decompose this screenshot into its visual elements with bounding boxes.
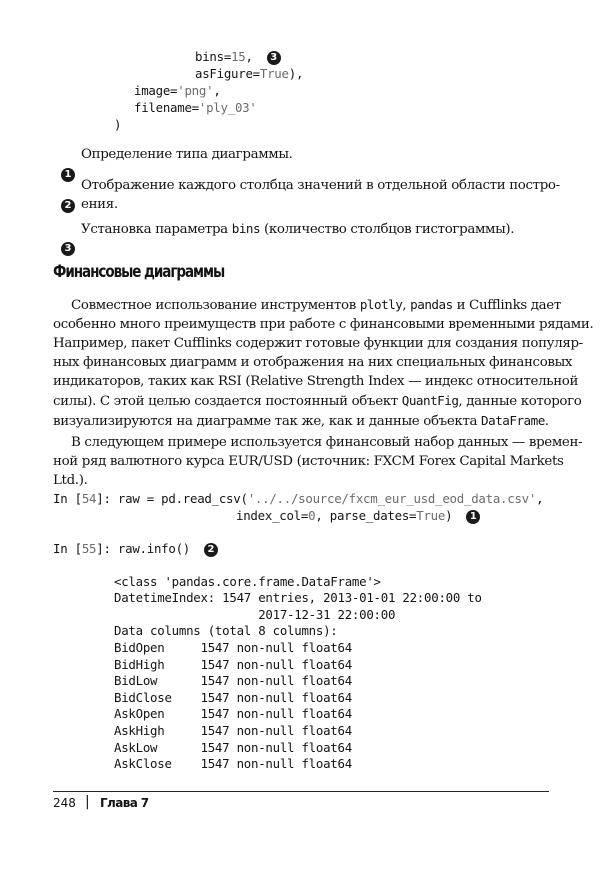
code-line-image: image='png', xyxy=(134,83,221,98)
note-3-text: Установка параметра bins (количество столбцов гистограммы). xyxy=(81,221,515,237)
inline-code-pandas: pandas xyxy=(410,297,453,312)
output-line: DatetimeIndex: 1547 entries, 2013-01-01 22:00:00 to xyxy=(114,590,482,606)
output-line: BidLow 1547 non-null float64 xyxy=(114,673,352,689)
output-block xyxy=(114,557,482,789)
output-line: Data columns (total 8 columns): xyxy=(114,623,338,639)
output-line: BidClose 1547 non-null float64 xyxy=(114,689,352,705)
note-1-marker: 1 xyxy=(61,168,75,182)
inline-code-quantfig: QuantFig xyxy=(401,393,459,408)
inline-code-plotly: plotly xyxy=(359,297,403,312)
code-cell-55: In [55]: raw.info() 2 xyxy=(53,541,218,558)
callout-2-badge: 2 xyxy=(204,543,218,557)
note-2 xyxy=(53,179,75,215)
note-1-text: Определение типа диаграммы. xyxy=(81,147,293,162)
callout-1-badge: 1 xyxy=(466,510,480,524)
output-line: <class 'pandas.core.frame.DataFrame'> xyxy=(114,573,381,589)
note-3-marker: 3 xyxy=(61,242,75,256)
code-line-bins: bins=15, 3 xyxy=(195,49,281,66)
footer-rule xyxy=(53,791,549,792)
section-heading: Финансовые диаграммы xyxy=(53,262,225,281)
callout-3-badge: 3 xyxy=(267,51,281,65)
code-line-close-paren: ) xyxy=(114,117,122,132)
code-line-asfigure: asFigure=True), xyxy=(195,66,304,81)
chapter-label: Глава 7 xyxy=(100,796,149,810)
inline-code-bins: bins xyxy=(231,221,261,236)
output-line: AskClose 1547 non-null float64 xyxy=(114,756,352,772)
code-cell-54: In [54]: raw = pd.read_csv('../../source/fxcm_eur_usd_eod_data.csv', xyxy=(53,491,544,506)
output-line: AskHigh 1547 non-null float64 xyxy=(114,722,352,738)
code-cell-54-line2: index_col=0, parse_dates=True) 1 xyxy=(236,508,480,525)
page-number: 248 xyxy=(53,796,76,810)
footer-separator: | xyxy=(85,794,90,810)
code-line-filename: filename='ply_03' xyxy=(134,100,257,115)
inline-code-dataframe: DataFrame xyxy=(481,413,545,428)
output-line: AskOpen 1547 non-null float64 xyxy=(114,706,352,722)
output-line: AskLow 1547 non-null float64 xyxy=(114,739,352,755)
note-3 xyxy=(53,222,75,258)
output-line: BidHigh 1547 non-null float64 xyxy=(114,656,352,672)
note-2-text: Отображение каждого столбца значений в отдельной области постро- ения. xyxy=(81,178,560,212)
paragraph-1: Совместное использование инструментов plotly, pandas и Cufflinks дает особенно много преимуществ при работе с финансовыми временными рядами. Например, пакет Cufflinks содержит готовые функции для создания популяр- ных финансовых диаграмм и отображения на них специальных финансовых индикаторов, таких как RSI (Relative Strength Index — индекс относительной силы). С этой целью создается постоянный объект QuantFig, данные которого визуализируются на диаграмме так же, как и данные объекта DataFrame. xyxy=(53,297,594,429)
paragraph-2: В следующем примере используется финансовый набор данных — времен- ной ряд валютного курса EUR/USD (источник: FXCM Forex Capital Markets Ltd.). xyxy=(53,435,583,488)
note-2-marker: 2 xyxy=(61,199,75,213)
output-line: BidOpen 1547 non-null float64 xyxy=(114,639,352,655)
output-line: 2017-12-31 22:00:00 xyxy=(114,606,396,622)
